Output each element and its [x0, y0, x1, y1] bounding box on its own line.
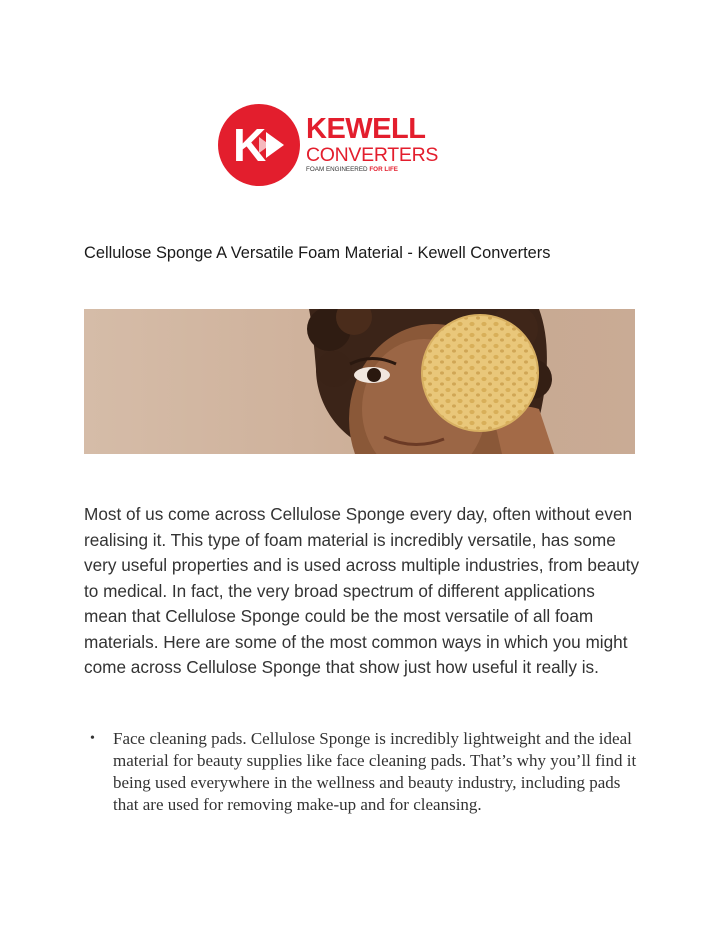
bullet-list — [84, 728, 640, 816]
intro-paragraph: Most of us come across Cellulose Sponge every day, often without even realising it. This type of foam material is incredibly versatile, has some very useful properties and is used across multiple industries, from beauty to medical. In fact, the very broad spectrum of different applications mean that Cellulose Sponge could be the most versatile of all foam materials. Here are some of the most common ways in which you might come across Cellulose Sponge that show just how useful it really is. — [84, 504, 640, 677]
list-item — [84, 728, 640, 816]
logo-tagline-plain: FOAM ENGINEERED — [306, 166, 370, 173]
woman-holding-sponge-image — [84, 309, 635, 454]
logo-arrow-icon — [266, 132, 284, 158]
bullet-marker: • — [90, 731, 95, 746]
list-item-text: Face cleaning pads. Cellulose Sponge is incredibly lightweight and the ideal material for beauty supplies like face cleaning pads. That’s why you’ll find it being used everywhere in the wellness and beauty industry, including pads that are used for removing make-up and for cleansing. — [113, 729, 637, 814]
logo-name-line1: KEWELL — [306, 113, 426, 145]
logo-mark: K — [233, 119, 267, 171]
page-title: Cellulose Sponge A Versatile Foam Material - Kewell Converters — [84, 244, 551, 262]
logo-name-line2: CONVERTERS — [306, 144, 439, 166]
logo-tagline-emphasis: FOR LIFE — [369, 166, 399, 173]
company-logo — [218, 104, 439, 188]
logo-badge — [218, 104, 300, 186]
logo-tagline — [306, 166, 398, 174]
hero-image — [84, 309, 635, 454]
